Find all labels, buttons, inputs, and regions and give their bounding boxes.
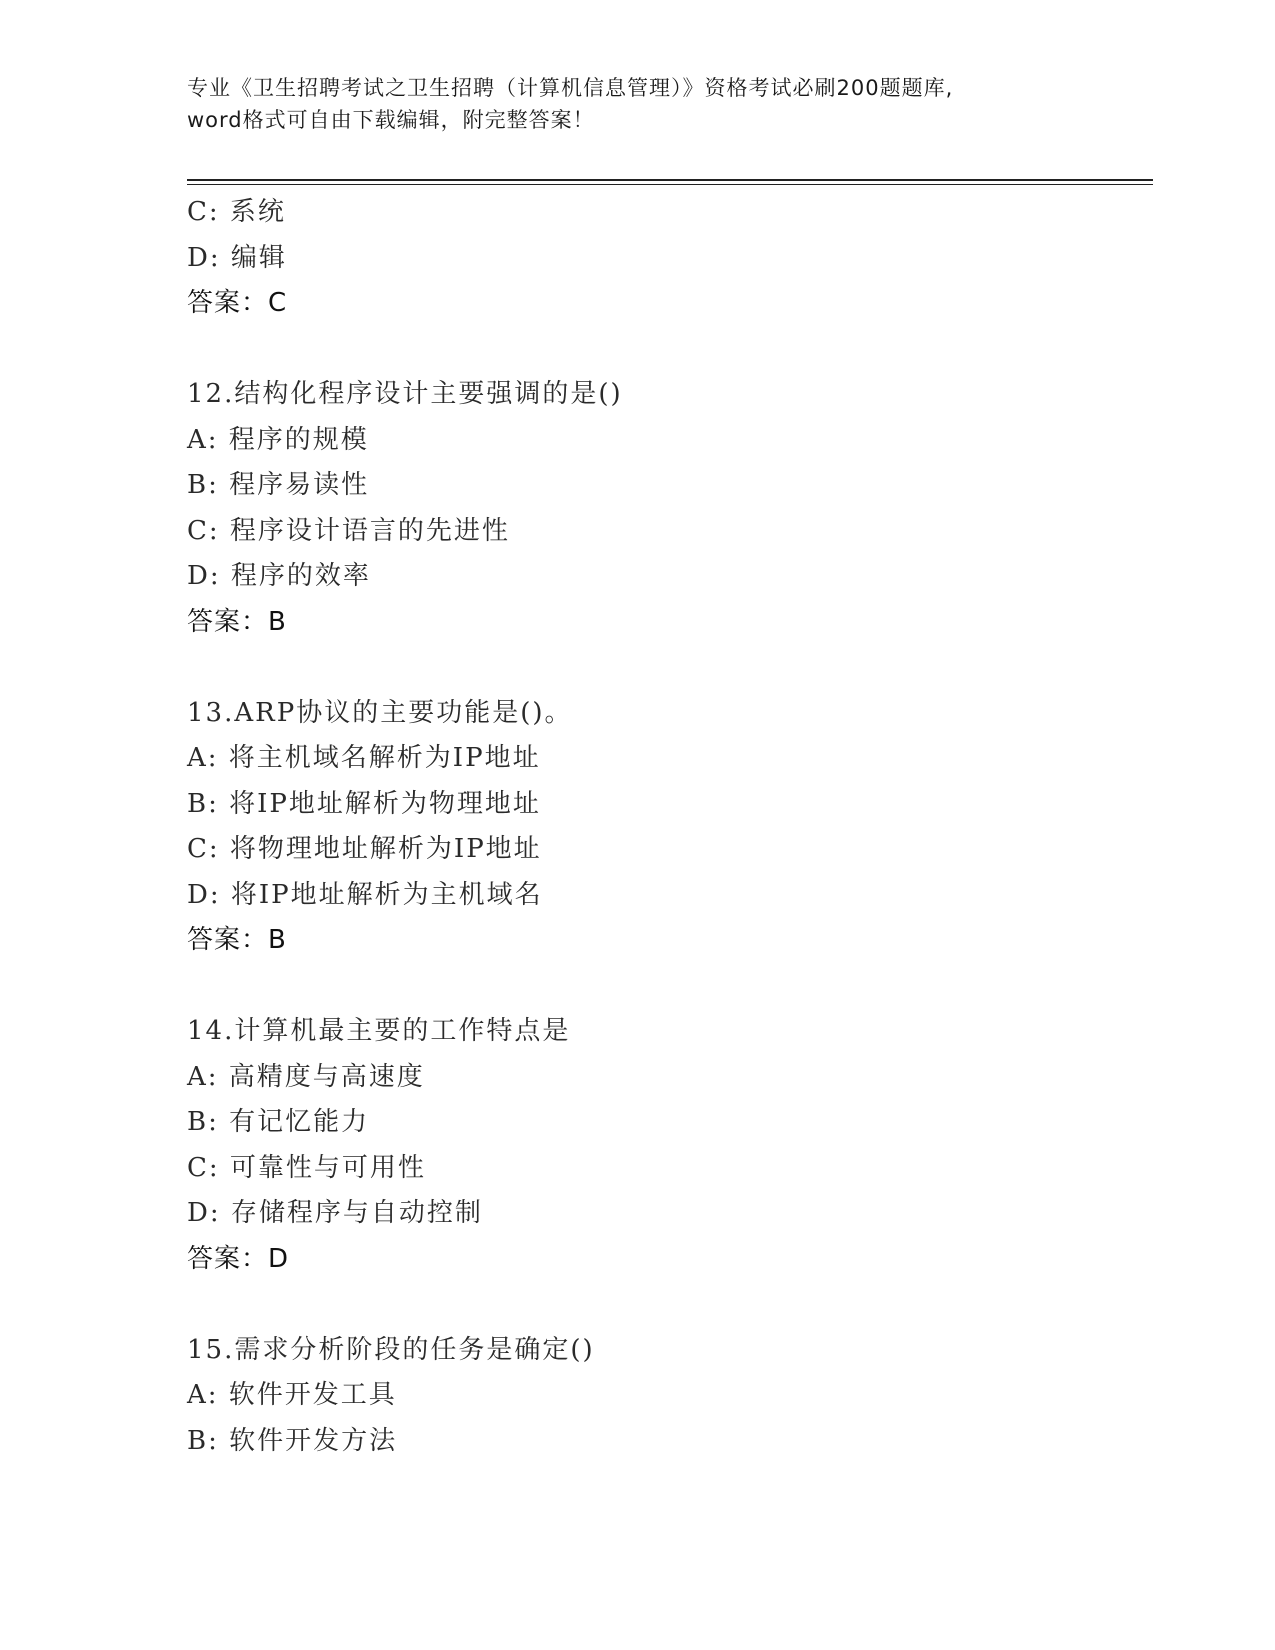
question-stem: 14.计算机最主要的工作特点是	[187, 1016, 571, 1046]
option-b: B: 程序易读性	[187, 470, 370, 500]
option-b: B: 有记忆能力	[187, 1107, 370, 1137]
option-d: D: 存储程序与自动控制	[187, 1198, 483, 1228]
header-title-line-1: 专业《卫生招聘考试之卫生招聘（计算机信息管理）》资格考试必刷200题题库,	[187, 76, 954, 100]
option-c: C: 可靠性与可用性	[187, 1152, 426, 1183]
header-divider-thin	[187, 184, 1153, 185]
spacer	[187, 964, 1147, 1010]
question-list	[187, 190, 1147, 1464]
question-15	[187, 1328, 1147, 1465]
option-c: C: 将物理地址解析为IP地址	[187, 834, 542, 864]
question-11-tail	[187, 190, 1147, 327]
question-12	[187, 372, 1147, 645]
answer-label: 答案：B	[187, 925, 287, 955]
question-14	[187, 1009, 1147, 1282]
answer-label: 答案：D	[187, 1243, 290, 1274]
option-c: C: 系统	[187, 197, 286, 227]
spacer	[187, 645, 1147, 691]
header-divider-thick	[187, 179, 1153, 181]
option-d: D: 程序的效率	[187, 561, 371, 591]
question-stem: 15.需求分析阶段的任务是确定()	[187, 1334, 595, 1365]
question-stem: 12.结构化程序设计主要强调的是()	[187, 379, 623, 409]
option-a: A: 高精度与高速度	[187, 1061, 425, 1092]
option-a: A: 将主机域名解析为IP地址	[187, 743, 541, 773]
spacer	[187, 327, 1147, 373]
question-stem: 13.ARP协议的主要功能是()。	[187, 697, 573, 728]
option-b: B: 软件开发方法	[187, 1425, 398, 1456]
option-b: B: 将IP地址解析为物理地址	[187, 788, 541, 819]
question-13	[187, 691, 1147, 964]
answer-label: 答案：C	[187, 288, 288, 318]
option-d: D: 将IP地址解析为主机域名	[187, 879, 543, 910]
spacer	[187, 1282, 1147, 1328]
document-header	[187, 72, 1087, 136]
option-d: D: 编辑	[187, 242, 287, 273]
option-a: A: 软件开发工具	[187, 1380, 397, 1410]
header-title-line-2: word格式可自由下载编辑，附完整答案！	[187, 108, 595, 132]
answer-label: 答案：B	[187, 606, 287, 637]
option-a: A: 程序的规模	[187, 424, 369, 455]
option-c: C: 程序设计语言的先进性	[187, 515, 510, 546]
